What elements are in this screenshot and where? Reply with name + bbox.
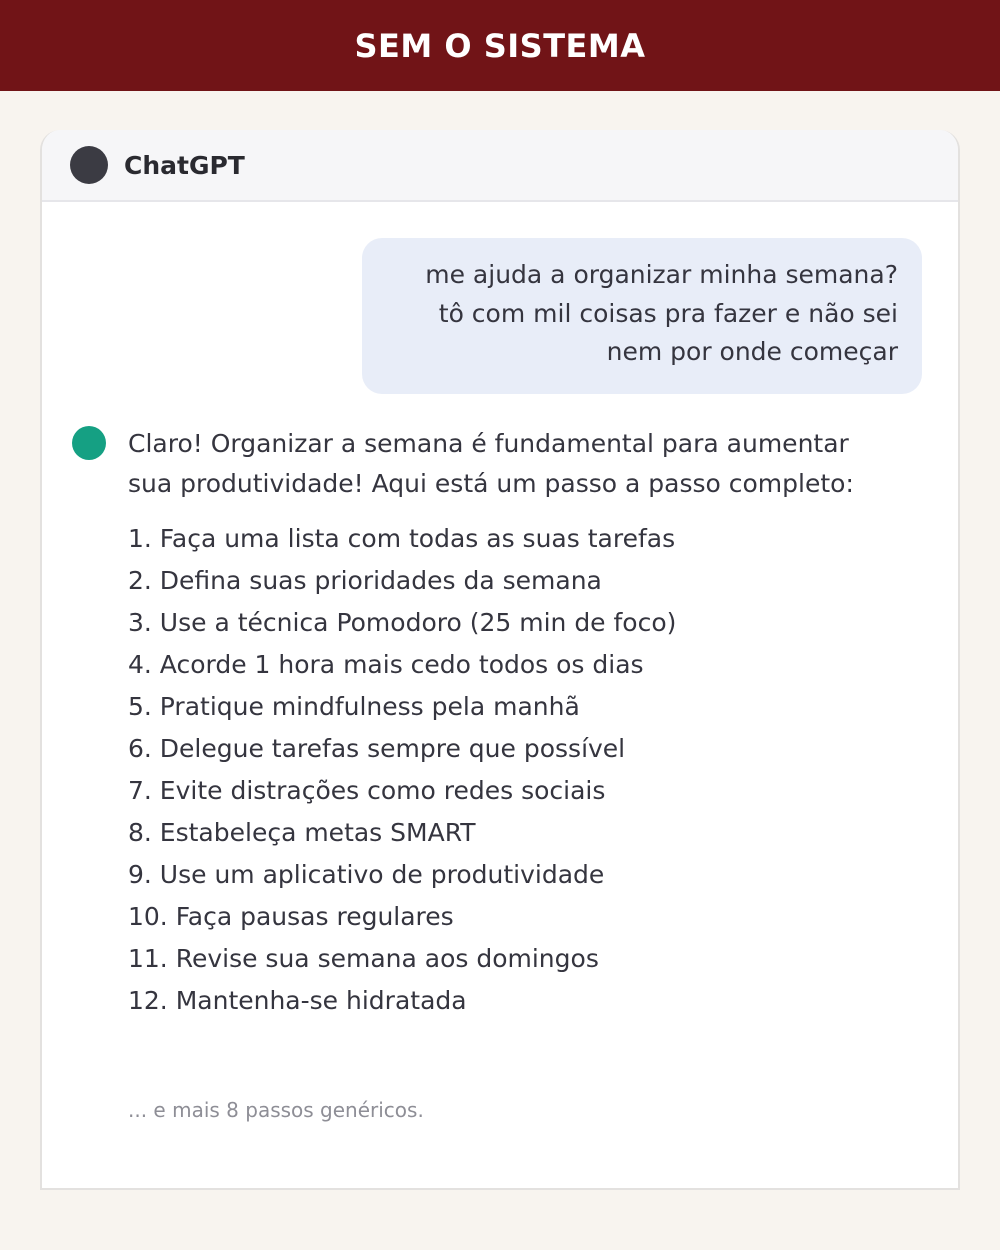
user-message-line: nem por onde começar: [606, 337, 898, 366]
user-message-line: me ajuda a organizar minha semana?: [425, 260, 898, 289]
more-steps-note: ... e mais 8 passos genéricos.: [128, 1098, 424, 1122]
app-name: ChatGPT: [124, 150, 245, 180]
chatgpt-avatar-icon: [70, 146, 108, 184]
steps-list: [128, 518, 928, 1022]
user-message-bubble: [362, 238, 922, 394]
list-item: 9. Use um aplicativo de produtividade: [128, 860, 605, 889]
user-message-line: tô com mil coisas pra fazer e não sei: [438, 298, 898, 328]
list-item: 8. Estabeleça metas SMART: [128, 818, 476, 847]
top-banner: [0, 0, 1000, 91]
list-item: 1. Faça uma lista com todas as suas tarefas: [128, 524, 676, 553]
list-item: 10. Faça pausas regulares: [128, 902, 454, 931]
banner-title: SEM O SISTEMA: [354, 26, 646, 65]
list-item: 3. Use a técnica Pomodoro (25 min de foco): [128, 608, 677, 637]
list-item: 7. Evite distrações como redes sociais: [128, 776, 606, 805]
assistant-message: [128, 424, 928, 1022]
list-item: 2. Defina suas prioridades da semana: [128, 566, 602, 595]
list-item: 4. Acorde 1 hora mais cedo todos os dias: [128, 650, 644, 679]
list-item: 12. Mantenha-se hidratada: [128, 986, 467, 1015]
chat-window: [40, 130, 960, 1190]
assistant-intro-line: sua produtividade! Aqui está um passo a passo completo:: [128, 469, 854, 498]
list-item: 5. Pratique mindfulness pela manhã: [128, 692, 580, 721]
assistant-avatar-icon: [72, 426, 106, 460]
chat-header: [42, 130, 958, 202]
assistant-intro-line: Claro! Organizar a semana é fundamental para aumentar: [128, 429, 849, 458]
assistant-intro: [128, 424, 928, 504]
list-item: 11. Revise sua semana aos domingos: [128, 944, 599, 973]
list-item: 6. Delegue tarefas sempre que possível: [128, 734, 626, 763]
